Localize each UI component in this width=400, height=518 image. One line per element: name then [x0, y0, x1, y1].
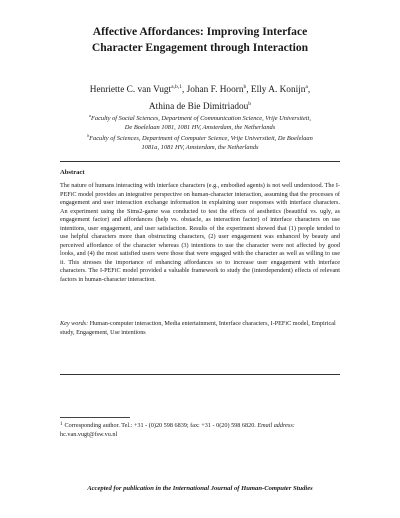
footnote-rule — [60, 417, 130, 418]
keywords-text: Human-computer interaction, Media entertainment, Interface characters, I-PEFiC model, Empirical study, Engagement, Use intentions — [60, 320, 336, 336]
title-line-2: Character Engagement through Interaction — [91, 41, 309, 54]
author-name: Henriette C. van Vugt — [89, 85, 172, 96]
footnote-email: hc.van.vugt@fsw.vu.nl — [60, 430, 118, 438]
author-affil-mark: b — [243, 84, 247, 90]
abstract-text: The nature of humans interacting with interface characters (e.g., embodied agents) is not well understood. The I-PEFiC model provides an integrative perspective on human-character interaction, assuming that the processes of engagement and user interaction exchange information in explaining user responses with interface characters. An experiment using the Sims2-game was conducted to test the effects of aesthetics (beautiful vs. ugly, as engagement factor) and affordances (help vs. obstacle, as interaction factor) of interface characters on use intentions, user engagement, and user satisfaction. Results of the experiment showed that (1) people tended to use helpful characters more than obstructing characters, (2) user engagement was enhanced by beauty and perceived affordance of the character whereas (3) intentions to use the character were not affected by good looks, and (4) the most satisfied users were those that were engaged with the character as well as willing to use it. This stresses the importance of enhancing affordances so to increase user engagement with interface characters. The I-PEFiC model provided a valuable framework to study the (interdependent) effects of relevant factors in human-character interaction. — [60, 182, 340, 283]
footnote-text: Corresponding author. Tel.: +31 - (0)20 598 6839; fax: +31 - 0(20) 598 6820. — [64, 422, 256, 429]
author-name: Elly A. Konijn — [250, 85, 306, 96]
authors-line-1: Henriette C. van Vugt$^{a,b,1}$, Johan F. Hoorn$^b$, Elly A. Konijn$^a$, — [89, 84, 311, 96]
author-name: Athina de Bie Dimitriadou — [148, 102, 249, 113]
abstract-top-rule — [60, 161, 340, 162]
abstract-bottom-rule — [60, 374, 340, 375]
abstract-heading: Abstract — [60, 169, 85, 176]
footnote-email-label: Email address: — [257, 422, 295, 429]
author-name: Johan F. Hoorn — [186, 85, 244, 96]
author-affil-mark: a,b,1 — [171, 84, 182, 90]
title-line-1: Affective Affordances: Improving Interface — [92, 25, 308, 38]
affiliation-a — [40, 112, 360, 123]
affiliation-b-line-2: 1081a, 1081 HV, Amsterdam, the Netherlands — [141, 144, 259, 152]
affiliation-mark: b — [87, 134, 90, 139]
affiliation-a-line-1: Faculty of Social Sciences, Department of Communication Science, Vrije Universiteit, — [90, 115, 311, 123]
affiliation-b — [40, 132, 360, 143]
publication-note: Accepted for publication in the International Journal of Human-Computer Studies — [87, 485, 313, 492]
footnote-mark: 1 — [60, 422, 63, 427]
author-affil-mark: b — [248, 101, 252, 108]
keywords-label: Key words: — [60, 320, 89, 327]
affiliation-mark: a — [89, 114, 91, 118]
author-affil-mark: a — [305, 84, 308, 90]
affiliations — [40, 112, 360, 152]
affiliation-a-line-2: De Boelelaan 1081, 1081 HV, Amsterdam, the Netherlands — [124, 124, 276, 132]
keywords — [60, 320, 340, 337]
affiliation-b-line-1: Faculty of Sciences, Department of Computer Science, Vrije Universiteit, De Boelelaan — [89, 135, 313, 143]
author-list — [40, 80, 360, 114]
footnote — [60, 421, 340, 439]
paper-title — [40, 24, 360, 56]
